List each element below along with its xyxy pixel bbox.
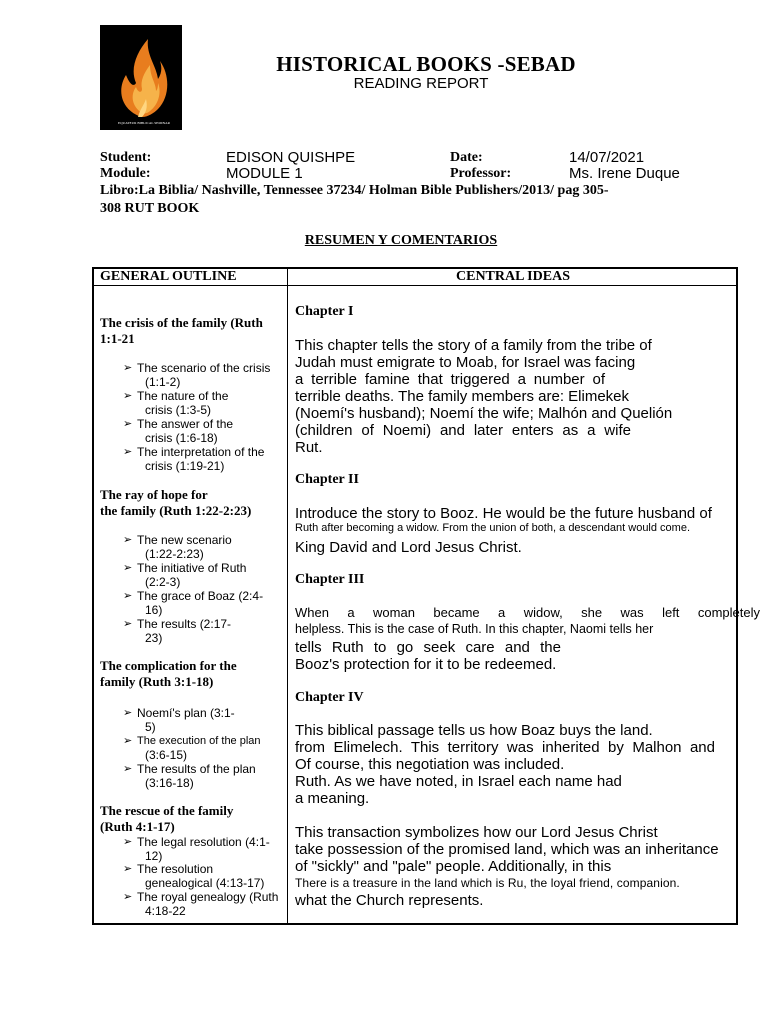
outline-item-text: 23) [145, 631, 163, 645]
section-heading: RESUMEN Y COMENTARIOS [304, 233, 498, 248]
outline-item-text: The legal resolution (4:1- [137, 835, 270, 849]
outline-item [123, 361, 287, 389]
text-line: This transaction symbolizes how our Lord Jesus Christ [295, 824, 658, 841]
arrow-bullet-icon: ➢ [123, 707, 133, 719]
chapter-3-text: Booz's protection for it to be redeemed. [295, 656, 557, 673]
arrow-bullet-icon: ➢ [123, 618, 133, 630]
outline-item [123, 762, 287, 790]
outline-item-text: crisis (1:6-18) [145, 431, 218, 445]
chapter-1-text [295, 337, 715, 456]
outline-title-line: (Ruth 4:1-17) [100, 819, 175, 834]
arrow-bullet-icon: ➢ [123, 891, 133, 903]
module-label: Module: [100, 166, 151, 181]
text-line: This chapter tells the story of a family from the tribe of [295, 337, 652, 354]
arrow-bullet-icon: ➢ [123, 836, 133, 848]
text-line: Of course, this negotiation was included. [295, 756, 565, 773]
outline-item-text: The answer of the [137, 417, 234, 431]
outline-title-line: 1:1-21 [100, 331, 135, 346]
outline-section-title [100, 658, 285, 690]
column-header-outline: GENERAL OUTLINE [100, 269, 237, 284]
outline-item-text: The interpretation of the [137, 445, 265, 459]
student-label: Student: [100, 150, 152, 165]
student-value: EDISON QUISHPE [226, 149, 356, 166]
outline-item-text: The scenario of the crisis [137, 361, 271, 375]
outline-item [123, 561, 287, 589]
outline-item-text: 16) [145, 603, 163, 617]
chapter-4-title: Chapter IV [295, 690, 364, 705]
arrow-bullet-icon: ➢ [123, 446, 133, 458]
bibliography-line: Libro:La Biblia/ Nashville, Tennessee 37234/ Holman Bible Publishers/2013/ pag 305- [100, 183, 609, 198]
outline-section-title [100, 803, 285, 835]
chapter-1-title: Chapter I [295, 304, 354, 319]
outline-item [123, 617, 287, 645]
logo-caption: EQUATEUR BIBLICAL SEMINAR [118, 121, 170, 125]
outline-item [123, 706, 287, 734]
text-line: a meaning. [295, 790, 370, 807]
text-line: Ruth. As we have noted, in Israel each name had [295, 773, 622, 790]
chapter-2-text: King David and Lord Jesus Christ. [295, 539, 522, 556]
outline-item-text: 12) [145, 849, 163, 863]
arrow-bullet-icon: ➢ [123, 362, 133, 374]
professor-label: Professor: [450, 166, 512, 181]
outline-item-text: genealogical (4:13-17) [145, 876, 265, 890]
outline-item-text: Noemí's plan (3:1- [137, 706, 235, 720]
outline-item-text: (1:1-2) [145, 375, 181, 389]
outline-item [123, 835, 287, 863]
outline-item-text: crisis (1:3-5) [145, 403, 212, 417]
outline-item-text: crisis (1:19-21) [145, 459, 225, 473]
text-line: This biblical passage tells us how Boaz buys the land. [295, 722, 653, 739]
outline-item [123, 589, 287, 617]
outline-title-line: the family (Ruth 1:22-2:23) [100, 503, 252, 518]
professor-value: Ms. Irene Duque [569, 165, 680, 182]
outline-title-line: The rescue of the family [100, 803, 234, 818]
bibliography [100, 182, 670, 218]
text-line: (children of Noemi) and later enters as a wife [295, 422, 631, 439]
text-line: Judah must emigrate to Moab, for Israel was facing [295, 354, 636, 371]
outline-item-text: (3:16-18) [145, 776, 194, 790]
text-line: Rut. [295, 439, 323, 456]
outline-item [123, 862, 287, 890]
outline-item-text: (2:2-3) [145, 575, 181, 589]
outline-item-text: 5) [145, 720, 156, 734]
outline-item-text: The new scenario [137, 533, 232, 547]
arrow-bullet-icon: ➢ [123, 735, 133, 747]
outline-title-line: The ray of hope for [100, 487, 208, 502]
arrow-bullet-icon: ➢ [123, 763, 133, 775]
chapter-4-text [295, 722, 715, 807]
column-divider [287, 267, 288, 925]
outline-section-title [100, 487, 285, 519]
outline-item-text: (3:6-15) [145, 748, 188, 762]
bibliography-line: 308 RUT BOOK [100, 201, 200, 216]
header-divider [92, 285, 738, 286]
chapter-3-text: tells Ruth to go seek care and the [295, 639, 561, 656]
outline-item-text: (1:22-2:23) [145, 547, 204, 561]
outline-item [123, 734, 287, 762]
outline-title-line: family (Ruth 3:1-18) [100, 674, 214, 689]
outline-item-text: The royal genealogy (Ruth [137, 890, 279, 904]
chapter-2-text: Ruth after becoming a widow. From the union of both, a descendant would come. [295, 522, 691, 534]
chapter-4-text [295, 824, 735, 909]
outline-item-text: The nature of the [137, 389, 229, 403]
arrow-bullet-icon: ➢ [123, 863, 133, 875]
outline-item-text: The initiative of Ruth [137, 561, 247, 575]
chapter-2-text: Introduce the story to Booz. He would be the future husband of [295, 505, 712, 522]
chapter-3-text: When a woman became a widow, she was left completely [295, 605, 760, 620]
text-line: take possession of the promised land, which was an inheritance [295, 841, 719, 858]
arrow-bullet-icon: ➢ [123, 590, 133, 602]
outline-section-title [100, 315, 285, 347]
outline-item [123, 389, 287, 417]
text-line: what the Church represents. [295, 892, 484, 909]
arrow-bullet-icon: ➢ [123, 534, 133, 546]
arrow-bullet-icon: ➢ [123, 390, 133, 402]
outline-title-line: The complication for the [100, 658, 237, 673]
text-line: (Noemí's husband); Noemí the wife; Malhón and Quelión [295, 405, 673, 422]
outline-title-line: The crisis of the family (Ruth [100, 315, 263, 330]
outline-item-text: The results (2:17- [137, 617, 232, 631]
text-line: There is a treasure in the land which is Ru, the loyal friend, companion. [295, 876, 680, 890]
text-line: a terrible famine that triggered a number of [295, 371, 605, 388]
arrow-bullet-icon: ➢ [123, 562, 133, 574]
outline-item-text: 4:18-22 [145, 904, 186, 918]
chapter-3-title: Chapter III [295, 572, 365, 587]
text-line: of "sickly" and "pale" people. Additionally, in this [295, 858, 612, 875]
date-value: 14/07/2021 [569, 149, 645, 166]
chapter-2-title: Chapter II [295, 472, 359, 487]
outline-item [123, 417, 287, 445]
outline-item-text: The grace of Boaz (2:4- [137, 589, 264, 603]
outline-item [123, 533, 287, 561]
module-value: MODULE 1 [226, 165, 303, 182]
document-title: HISTORICAL BOOKS -SEBAD [276, 52, 576, 76]
outline-item [123, 890, 287, 918]
date-label: Date: [450, 150, 483, 165]
arrow-bullet-icon: ➢ [123, 418, 133, 430]
text-line: from Elimelech. This territory was inherited by Malhon and [295, 739, 715, 756]
text-line: terrible deaths. The family members are: Elimekek [295, 388, 630, 405]
outline-item-text: The resolution [137, 862, 214, 876]
column-header-ideas: CENTRAL IDEAS [456, 269, 570, 284]
outline-item-text: The execution of the plan [137, 735, 261, 747]
chapter-3-text: helpless. This is the case of Ruth. In this chapter, Naomi tells her [295, 622, 654, 636]
outline-item-text: The results of the plan [137, 762, 256, 776]
document-subtitle: READING REPORT [353, 75, 489, 92]
outline-item [123, 445, 287, 473]
